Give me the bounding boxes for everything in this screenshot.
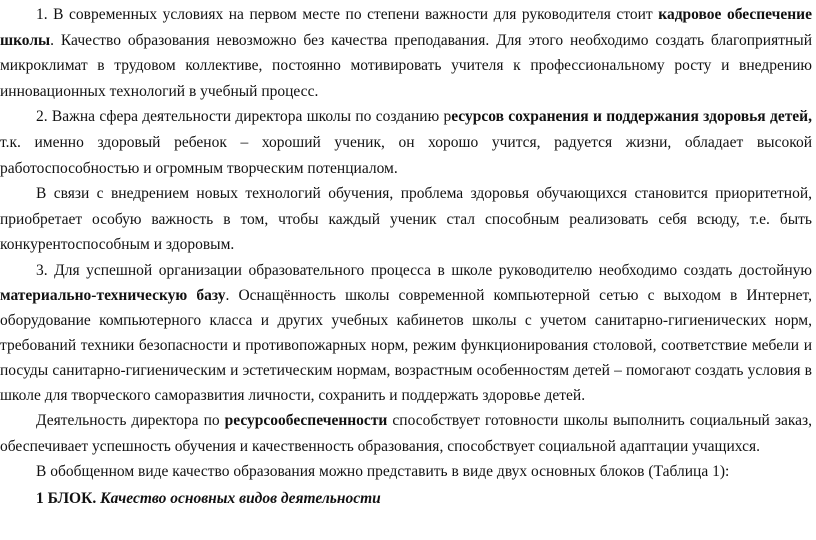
bold-term-health: есурсов сохранения и поддержания здоровья детей, xyxy=(451,108,812,126)
paragraph-text: Деятельность директора по xyxy=(36,411,225,429)
block-label: 1 БЛОК. xyxy=(36,489,97,507)
paragraph-health-priority xyxy=(0,181,812,258)
paragraph-health-resources xyxy=(0,104,812,181)
bold-term-resource-provision: ресурсообеспеченности xyxy=(224,411,388,429)
block-title: Качество основных видов деятельности xyxy=(100,489,381,507)
paragraph-text: В обобщенном виде качество образования можно представить в виде двух основных блоков (Таблица 1): xyxy=(36,463,730,481)
paragraph-staffing xyxy=(0,2,812,104)
bold-term-material-base: материально-техническую базу xyxy=(0,286,226,304)
paragraph-text: 1. В современных условиях на первом месте по степени важности для руководителя стоит xyxy=(36,6,659,23)
paragraph-material-base xyxy=(0,258,812,408)
paragraph-text: . Качество образования невозможно без качества преподавания. Для этого необходимо создать благоприятный микроклимат в трудовом коллективе, постоянно мотивировать учителя к профессиональному росту и внедрению инновационных технологий в учебный процесс. xyxy=(0,31,812,100)
paragraph-text: способствует готовности школы выполнить социальный заказ, обеспечивает успешность обучения и качественность образования, способствует социальной адаптации учащихся. xyxy=(0,411,813,455)
paragraph-text: В связи с внедрением новых технологий обучения, проблема здоровья обучающихся становится приоритетной, приобретает особую важность в том, чтобы каждый ученик стал способным реализовать себя всюду, т.е. быть конкурентоспособным и здоровым. xyxy=(0,185,812,254)
paragraph-text: т.к. именно здоровый ребенок – хороший ученик, он хорошо учится, радуется жизни, обладает высокой работоспособностью и огромным творческим потенциалом. xyxy=(0,133,812,177)
paragraph-two-blocks xyxy=(0,459,812,485)
paragraph-text: . Оснащённость школы современной компьютерной сетью с выходом в Интернет, оборудование компьютерного класса и других учебных кабинетов школы с учетом санитарно-гигиенических норм, требований техники безопасности и противопожарных норм, режим функционирования столовой, соответствие мебели и посуды санитарно-гигиеническим и эстетическим нормам, возрастным особенностям детей – помогают создать условия в школе для творческого саморазвития личности, сохранить и поддержать здоровье детей. xyxy=(0,286,812,404)
bold-term-staffing: кадровое обеспечение школы xyxy=(0,6,812,49)
block-heading xyxy=(0,486,812,512)
paragraph-text: 2. Важна сфера деятельности директора школы по созданию р xyxy=(36,108,452,126)
paragraph-text: 3. Для успешной организации образовательного процесса в школе руководителю необходимо создать достойную xyxy=(36,261,812,279)
paragraph-resource-provision xyxy=(0,408,812,459)
